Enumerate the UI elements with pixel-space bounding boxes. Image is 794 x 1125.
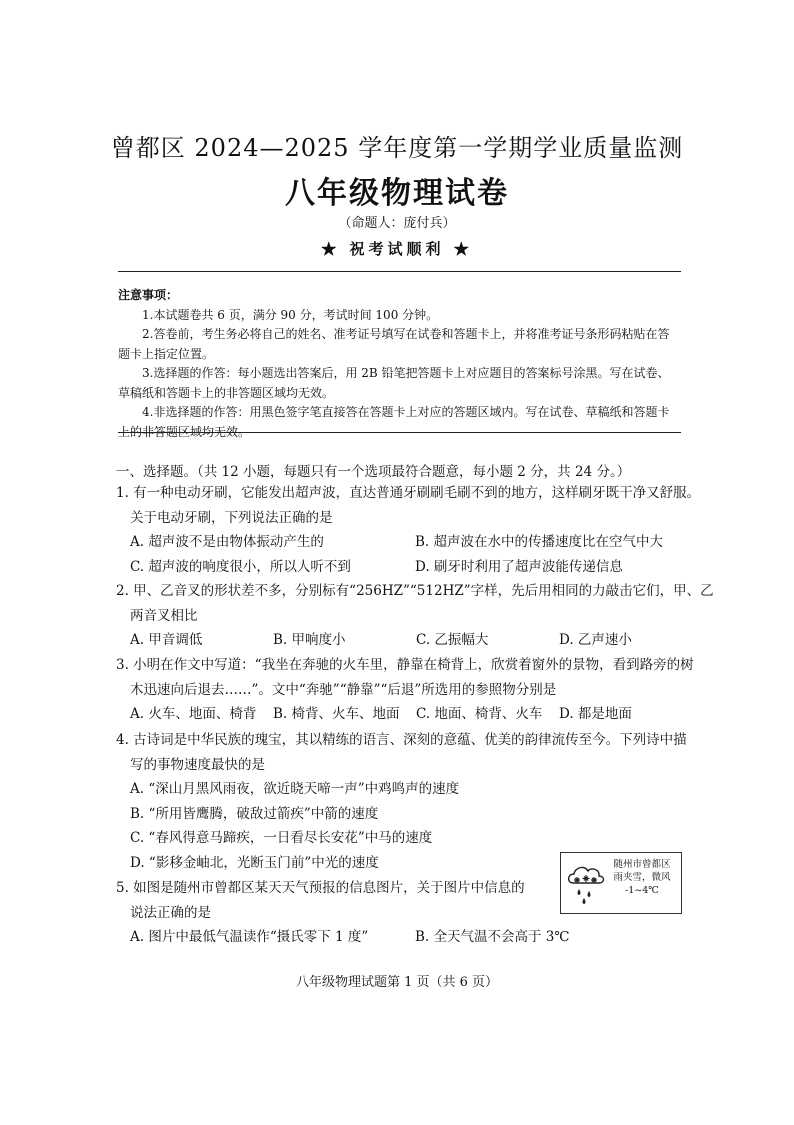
note-item: 4.非选择题的作答：用黑色签字笔直接答在答题卡上对应的答题区域内。写在试卷、草稿纸和答题卡上的非答题区域均无效。	[118, 405, 670, 439]
option-c: C. 地面、椅背、火车	[416, 706, 543, 722]
notes-title: 注意事项：	[118, 288, 179, 302]
bottom-divider	[118, 432, 681, 433]
author-line: （命题人：庞付兵）	[338, 216, 456, 231]
exam-title: 曾都区 2024—2025 学年度第一学期学业质量监测	[110, 134, 684, 162]
snow-cloud-icon	[565, 861, 607, 907]
option-c: C. “春风得意马蹄疾，一日看尽长安花”中马的速度	[130, 830, 433, 846]
question-text: 写的事物速度最快的是	[130, 756, 265, 773]
option-b: B. 椅背、火车、地面	[273, 706, 400, 722]
option-b: B. 全天气温不会高于 3℃	[415, 929, 570, 945]
note-item: 1.本试题卷共 6 页，满分 90 分，考试时间 100 分钟。	[142, 307, 439, 322]
weather-temperature: -1~4℃	[625, 885, 659, 896]
option-a: A. 甲音调低	[130, 632, 203, 648]
question-text: 木迅速向后退去……”。文中“奔驰”“静靠”“后退”所选用的参照物分别是	[130, 681, 557, 698]
question-text: 5. 如图是随州市曾都区某天天气预报的信息图片，关于图片中信息的	[116, 880, 525, 896]
exam-subtitle: 八年级物理试卷	[285, 176, 509, 211]
top-divider	[118, 271, 681, 272]
notes-box	[118, 286, 681, 442]
option-b: B. “所用皆鹰腾，破敌过箭疾”中箭的速度	[130, 805, 379, 822]
option-c: C. 乙振幅大	[416, 632, 489, 648]
option-d: D. “影移金岫北，光断玉门前”中光的速度	[130, 854, 379, 871]
question-text: 3. 小明在作文中写道：“我坐在奔驰的火车里，静靠在椅背上，欣赏着窗外的景物，看到路旁的树	[116, 657, 694, 673]
option-a: A. “深山月黑风雨夜，欲近晓天啼一声”中鸡鸣声的速度	[130, 781, 460, 797]
question-text: 关于电动牙刷，下列说法正确的是	[130, 509, 333, 526]
note-item: 2.答卷前，考生务必将自己的姓名、准考证号填写在试卷和答题卡上，并将准考证号条形码粘贴在答题卡上指定位置。	[118, 327, 670, 361]
note-item: 3.选择题的作答：每小题选出答案后，用 2B 铅笔把答题卡上对应题目的答案标号涂黑。写在试卷、草稿纸和答题卡上的非答题区域均无效。	[118, 366, 670, 400]
option-d: D. 乙声速小	[559, 632, 632, 648]
question-text: 说法正确的是	[130, 904, 211, 921]
option-a: A. 超声波不是由物体振动产生的	[130, 534, 324, 550]
option-b: B. 甲响度小	[273, 632, 346, 648]
section-heading: 一、选择题。（共 12 小题，每题只有一个选项最符合题意，每小题 2 分，共 24 分。）	[116, 464, 631, 480]
option-d: D. 刷牙时利用了超声波能传递信息	[415, 558, 623, 575]
weather-card	[560, 852, 682, 914]
question-1	[116, 481, 701, 579]
option-a: A. 火车、地面、椅背	[130, 706, 257, 722]
weather-condition: 雨夹雪，微风	[613, 872, 671, 883]
question-text: 4. 古诗词是中华民族的瑰宝，其以精练的语言、深刻的意蕴、优美的韵律流传至今。下列诗中描	[116, 732, 687, 748]
page-footer: 八年级物理试题第 1 页（共 6 页）	[295, 975, 499, 990]
question-text: 两音叉相比	[130, 607, 198, 624]
good-luck-line: ★ 祝考试顺利 ★	[321, 240, 473, 258]
question-text: 2. 甲、乙音叉的形状差不多，分别标有“256HZ”“512HZ”字样，先后用相同的力敲击它们，甲、乙	[116, 583, 714, 599]
option-c: C. 超声波的响度很小，所以人听不到	[130, 558, 351, 575]
question-3	[116, 653, 696, 727]
option-d: D. 都是地面	[559, 706, 632, 722]
option-b: B. 超声波在水中的传播速度比在空气中大	[415, 534, 664, 550]
question-2	[116, 579, 714, 653]
question-text: 1. 有一种电动牙刷，它能发出超声波，直达普通牙刷刷毛刷不到的地方，这样刷牙既干净又舒服。	[116, 485, 701, 501]
weather-location: 随州市曾都区	[613, 859, 671, 870]
option-a: A. 图片中最低气温读作“摄氏零下 1 度”	[130, 929, 369, 945]
